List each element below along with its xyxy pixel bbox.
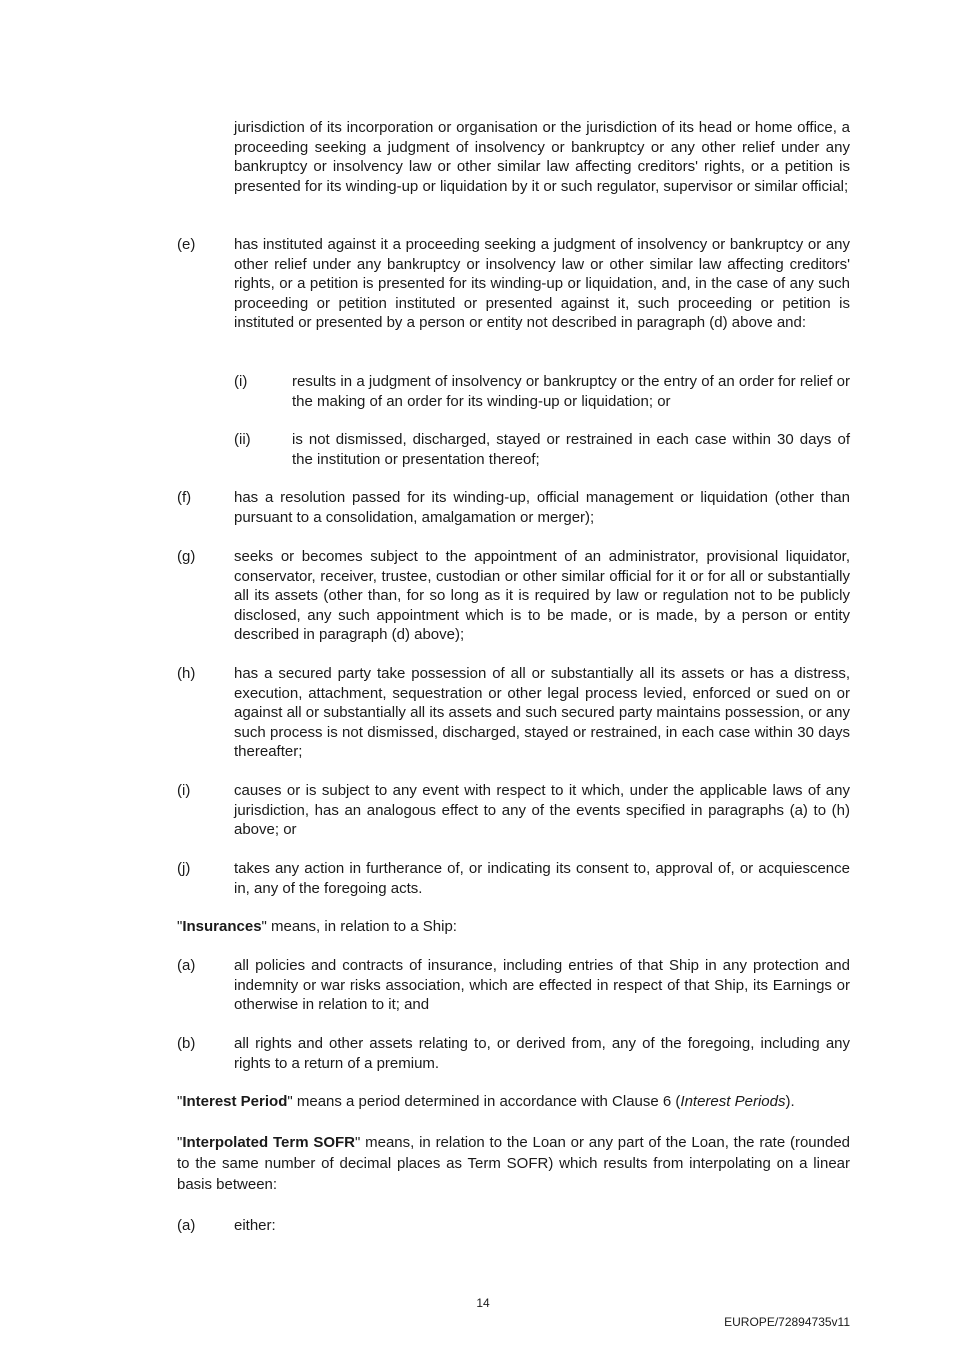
interpolated-item-text-a: either: — [234, 1217, 276, 1234]
defined-term-interest-period: Interest Period — [182, 1093, 288, 1110]
definition-text: " means a period determined in accordance with Clause 6 ( — [287, 1093, 681, 1110]
item-label-i: (i) — [177, 782, 191, 799]
subitem-text-ii: is not dismissed, discharged, stayed or restrained in each case within 30 days of the institution or presentation thereof; — [292, 431, 850, 468]
document-reference: EUROPE/72894735v11 — [724, 1315, 850, 1329]
item-label-e: (e) — [177, 236, 196, 253]
interpolated-item-label-a: (a) — [177, 1217, 196, 1234]
item-text-g: seeks or becomes subject to the appointment of an administrator, provisional liquidator, conservator, receiver, trustee, custodian or other similar official for it or for all or substantially all its assets (other than, for so long as it is required by law or regulation not to be publicly disclosed, any such appointment which is to be made, or is made, by a person or entity described in paragraph (d) above); — [234, 548, 850, 643]
quote-mark: " — [177, 1134, 183, 1151]
item-text-f: has a resolution passed for its winding-up, official management or liquidation (other than pursuant to a consolidation, amalgamation or merger); — [234, 489, 850, 526]
item-text-e: has instituted against it a proceeding seeking a judgment of insolvency or bankruptcy or any other relief under any bankruptcy or insolvency law or other similar law affecting creditors' rights, or a petition is presented for its winding-up or liquidation, and, in the case of any such proceeding or petition instituted or presented against it, such proceeding or petition is instituted or presented by a person or entity not described in paragraph (d) above and: — [234, 236, 850, 331]
item-label-f: (f) — [177, 489, 192, 506]
item-text-j: takes any action in furtherance of, or indicating its consent to, approval of, or acquiescence in, any of the foregoing acts. — [234, 860, 850, 897]
defined-term-insurances: Insurances — [182, 918, 262, 935]
definition-text: " means, in relation to a Ship: — [261, 918, 457, 935]
insurances-item-label-a: (a) — [177, 957, 196, 974]
insurances-item-text-b: all rights and other assets relating to, or derived from, any of the foregoing, including any rights to a return of a premium. — [234, 1035, 850, 1072]
item-text-h: has a secured party take possession of all or substantially all its assets or has a distress, execution, attachment, sequestration or other legal process levied, enforced or sued on or against all or substantially all its assets and such secured party maintains possession, or any such process is not dismissed, discharged, stayed or restrained, in each case within 30 days thereafter; — [234, 665, 850, 760]
subitem-text-i: results in a judgment of insolvency or bankruptcy or the entry of an order for relief or the making of an order for its winding-up or liquidation; or — [292, 373, 850, 410]
quote-mark: " — [177, 1093, 183, 1110]
page-number: 14 — [476, 1296, 490, 1310]
insurances-item-text-a: all policies and contracts of insurance, including entries of that Ship in any protection and indemnity or war risks association, which are effected in respect of that Ship, its Earnings or otherwise in relation to it; and — [234, 957, 850, 1013]
item-label-g: (g) — [177, 548, 196, 565]
subitem-label-ii: (ii) — [234, 431, 251, 448]
insurances-item-label-b: (b) — [177, 1035, 196, 1052]
item-text-i: causes or is subject to any event with respect to it which, under the applicable laws of any jurisdiction, has an analogous effect to any of the events specified in paragraphs (a) to (h) above; or — [234, 782, 850, 838]
quote-mark: " — [177, 918, 183, 935]
subitem-label-i: (i) — [234, 373, 248, 390]
item-label-h: (h) — [177, 665, 196, 682]
item-label-j: (j) — [177, 860, 191, 877]
definition-interest-period — [177, 1092, 850, 1112]
continuation-paragraph: jurisdiction of its incorporation or organisation or the jurisdiction of its head or home office, a proceeding seeking a judgment of insolvency or bankruptcy or any other relief under any bankruptcy or insolvency law or other similar law affecting creditors' rights, or a petition is presented for its winding-up or liquidation by it or such regulator, supervisor or similar official; — [234, 119, 850, 195]
definition-text: " means, in relation to the Loan or any part of the Loan, the rate (rounded to the same number of decimal places as Term SOFR) which results from interpolating on a linear basis between: — [177, 1134, 851, 1193]
definition-interpolated-term-sofr — [177, 1132, 850, 1195]
defined-term-interpolated-term-sofr: Interpolated Term SOFR — [182, 1134, 355, 1151]
definition-insurances — [177, 917, 850, 937]
clause-reference: Interest Periods — [680, 1093, 786, 1110]
definition-end: ). — [785, 1093, 795, 1110]
